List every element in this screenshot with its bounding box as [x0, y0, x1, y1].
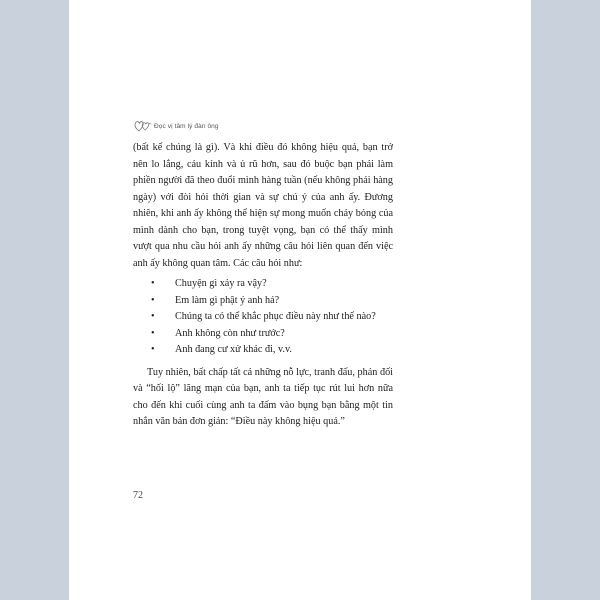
list-item-text: Chúng ta có thể khắc phục điều này như thế nào? [175, 311, 376, 322]
bullet-marker: • [151, 327, 155, 339]
bullet-marker: • [151, 344, 155, 355]
list-item-text: Anh không còn như trước? [175, 327, 285, 339]
list-item-text: Chuyện gì xảy ra vậy? [175, 278, 267, 289]
list-item [133, 342, 393, 359]
running-title: Đọc vị tâm lý đàn ông [154, 122, 219, 130]
list-item-text: Anh đang cư xử khác đi, v.v. [175, 344, 292, 355]
paragraph-1: (bất kể chúng là gì). Và khi điều đó không hiệu quả, bạn trở nên lo lắng, cáu kỉnh và ủ rũ hơn, sau đó buộc bạn phải làm phiền người đã theo đuổi mình hàng tuần (nếu không phải hàng ngày) với đòi hỏi thời gian và sự chú ý của anh ấy. Đương nhiên, khi anh ấy không thể hiện sự mong muốn cháy bỏng của mình dành cho bạn, trong tuyệt vọng, bạn có thể thấy mình vượt qua nhu cầu hỏi anh ấy những câu hỏi liên quan đến việc anh ấy không quan tâm. Các câu hỏi như: [133, 142, 393, 269]
page-number: 72 [133, 490, 143, 501]
bullet-marker: • [151, 311, 155, 322]
running-header [134, 118, 219, 134]
bullet-marker: • [151, 278, 155, 289]
page-body [133, 140, 393, 431]
paragraph-2: Tuy nhiên, bất chấp tất cả những nỗ lực, tranh đấu, phản đối và “hối lộ” lãng mạn của bạn, anh ta tiếp tục rút lui hơn nữa cho đến khi cuối cùng anh ta đấm vào bụng bạn bằng một tin nhắn văn bản đơn giản: “Điều này không hiệu quả.” [133, 366, 393, 427]
list-item [133, 276, 393, 293]
bullet-marker: • [151, 294, 155, 306]
question-list [133, 276, 393, 359]
list-item-text: Em làm gì phật ý anh hả? [175, 294, 280, 306]
double-heart-icon [134, 119, 152, 133]
list-item [133, 293, 393, 310]
list-item [133, 309, 393, 326]
list-item [133, 326, 393, 343]
